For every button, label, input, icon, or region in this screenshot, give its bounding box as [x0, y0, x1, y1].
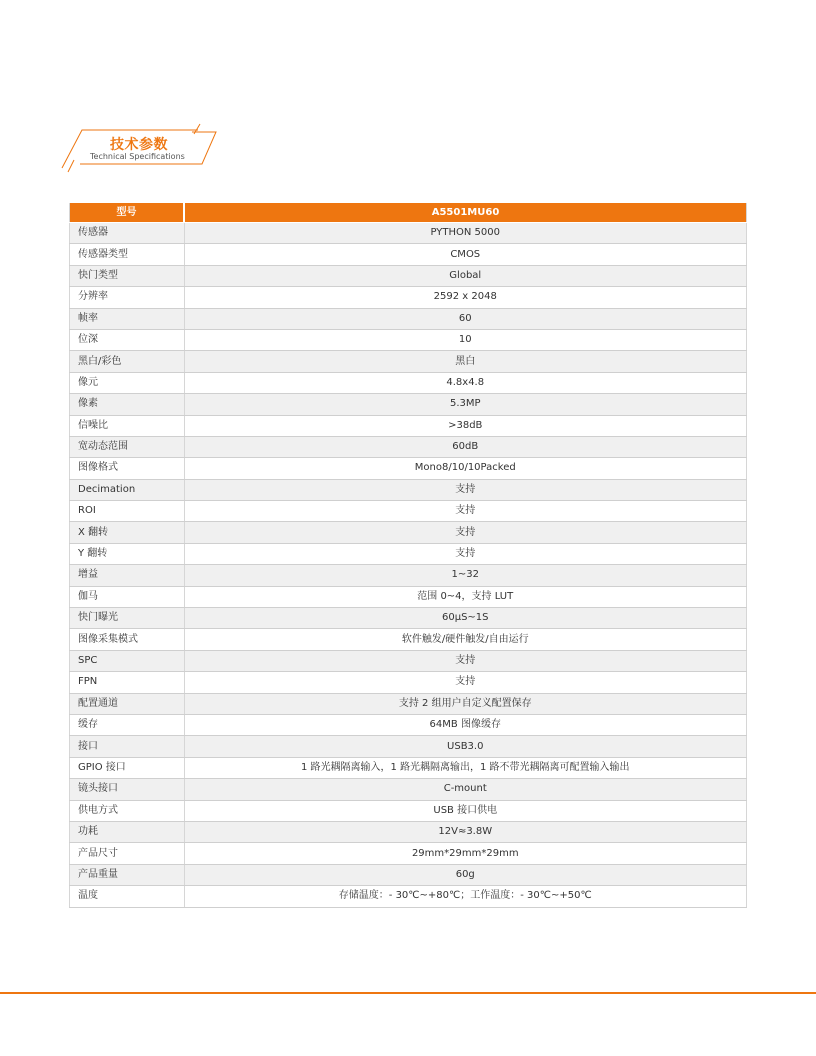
- table-row: [70, 800, 747, 821]
- spec-label: Y 翻转: [70, 543, 185, 564]
- spec-value: 60μS~1S: [184, 608, 747, 629]
- table-row: [70, 501, 747, 522]
- spec-label: Decimation: [70, 479, 185, 500]
- spec-label: 产品尺寸: [70, 843, 185, 864]
- spec-label: 伽马: [70, 586, 185, 607]
- table-row: [70, 843, 747, 864]
- spec-label: 帧率: [70, 308, 185, 329]
- spec-value: 4.8x4.8: [184, 372, 747, 393]
- table-row: [70, 522, 747, 543]
- table-row: [70, 436, 747, 457]
- spec-value: 10: [184, 329, 747, 350]
- table-row: [70, 308, 747, 329]
- spec-value: 支持: [184, 543, 747, 564]
- table-row: [70, 693, 747, 714]
- spec-value: 范围 0~4，支持 LUT: [184, 586, 747, 607]
- spec-label: 快门曝光: [70, 608, 185, 629]
- spec-label: 温度: [70, 886, 185, 907]
- spec-value: 2592 x 2048: [184, 287, 747, 308]
- table-row: [70, 372, 747, 393]
- spec-label: 图像采集模式: [70, 629, 185, 650]
- spec-label: 像元: [70, 372, 185, 393]
- section-subtitle: Technical Specifications: [90, 152, 185, 161]
- spec-label: 快门类型: [70, 265, 185, 286]
- spec-value: 60: [184, 308, 747, 329]
- header-label: 型号: [70, 203, 185, 223]
- table-row: [70, 223, 747, 244]
- spec-table-body: [70, 223, 747, 908]
- spec-value: CMOS: [184, 244, 747, 265]
- table-row: [70, 736, 747, 757]
- table-row: [70, 479, 747, 500]
- spec-value: USB 接口供电: [184, 800, 747, 821]
- header-model: A5501MU60: [184, 203, 747, 223]
- spec-value: >38dB: [184, 415, 747, 436]
- spec-label: X 翻转: [70, 522, 185, 543]
- spec-label: 配置通道: [70, 693, 185, 714]
- spec-value: 1 路光耦隔离输入，1 路光耦隔离输出，1 路不带光耦隔离可配置输入输出: [184, 757, 747, 778]
- table-row: [70, 672, 747, 693]
- table-row: [70, 886, 747, 907]
- spec-label: 功耗: [70, 821, 185, 842]
- spec-value: 软件触发/硬件触发/自由运行: [184, 629, 747, 650]
- spec-value: 支持 2 组用户自定义配置保存: [184, 693, 747, 714]
- spec-label: 镜头接口: [70, 779, 185, 800]
- spec-value: 支持: [184, 522, 747, 543]
- spec-label: FPN: [70, 672, 185, 693]
- table-row: [70, 608, 747, 629]
- spec-value: Global: [184, 265, 747, 286]
- spec-value: 支持: [184, 650, 747, 671]
- spec-value: 支持: [184, 672, 747, 693]
- spec-value: 60dB: [184, 436, 747, 457]
- spec-value: 存储温度：- 30℃~+80℃；工作温度：- 30℃~+50℃: [184, 886, 747, 907]
- spec-label: 分辨率: [70, 287, 185, 308]
- spec-label: 像素: [70, 394, 185, 415]
- spec-table: [69, 203, 747, 908]
- footer-divider: [0, 992, 816, 994]
- spec-label: GPIO 接口: [70, 757, 185, 778]
- table-row: [70, 415, 747, 436]
- table-row: [70, 586, 747, 607]
- spec-label: 传感器类型: [70, 244, 185, 265]
- spec-label: 接口: [70, 736, 185, 757]
- spec-value: 12V≈3.8W: [184, 821, 747, 842]
- spec-value: 支持: [184, 501, 747, 522]
- spec-label: 缓存: [70, 714, 185, 735]
- table-row: [70, 265, 747, 286]
- spec-label: 传感器: [70, 223, 185, 244]
- table-row: [70, 779, 747, 800]
- table-row: [70, 394, 747, 415]
- spec-value: 29mm*29mm*29mm: [184, 843, 747, 864]
- table-row: [70, 757, 747, 778]
- table-row: [70, 650, 747, 671]
- section-title: 技术参数: [110, 137, 168, 153]
- spec-label: 位深: [70, 329, 185, 350]
- table-row: [70, 244, 747, 265]
- table-row: [70, 543, 747, 564]
- spec-label: 宽动态范围: [70, 436, 185, 457]
- spec-value: C-mount: [184, 779, 747, 800]
- spec-label: SPC: [70, 650, 185, 671]
- table-row: [70, 287, 747, 308]
- spec-label: 信噪比: [70, 415, 185, 436]
- table-row: [70, 821, 747, 842]
- spec-label: 黑白/彩色: [70, 351, 185, 372]
- table-row: [70, 458, 747, 479]
- table-row: [70, 351, 747, 372]
- spec-value: Mono8/10/10Packed: [184, 458, 747, 479]
- spec-value: 5.3MP: [184, 394, 747, 415]
- spec-label: 图像格式: [70, 458, 185, 479]
- table-row: [70, 565, 747, 586]
- spec-value: 64MB 图像缓存: [184, 714, 747, 735]
- table-row: [70, 329, 747, 350]
- table-header-row: [70, 203, 747, 223]
- spec-value: 黑白: [184, 351, 747, 372]
- table-row: [70, 629, 747, 650]
- section-heading: [60, 120, 220, 174]
- spec-label: ROI: [70, 501, 185, 522]
- spec-label: 产品重量: [70, 864, 185, 885]
- spec-label: 供电方式: [70, 800, 185, 821]
- table-row: [70, 864, 747, 885]
- spec-value: 1~32: [184, 565, 747, 586]
- spec-value: 支持: [184, 479, 747, 500]
- spec-value: PYTHON 5000: [184, 223, 747, 244]
- spec-value: USB3.0: [184, 736, 747, 757]
- spec-value: 60g: [184, 864, 747, 885]
- spec-label: 增益: [70, 565, 185, 586]
- table-row: [70, 714, 747, 735]
